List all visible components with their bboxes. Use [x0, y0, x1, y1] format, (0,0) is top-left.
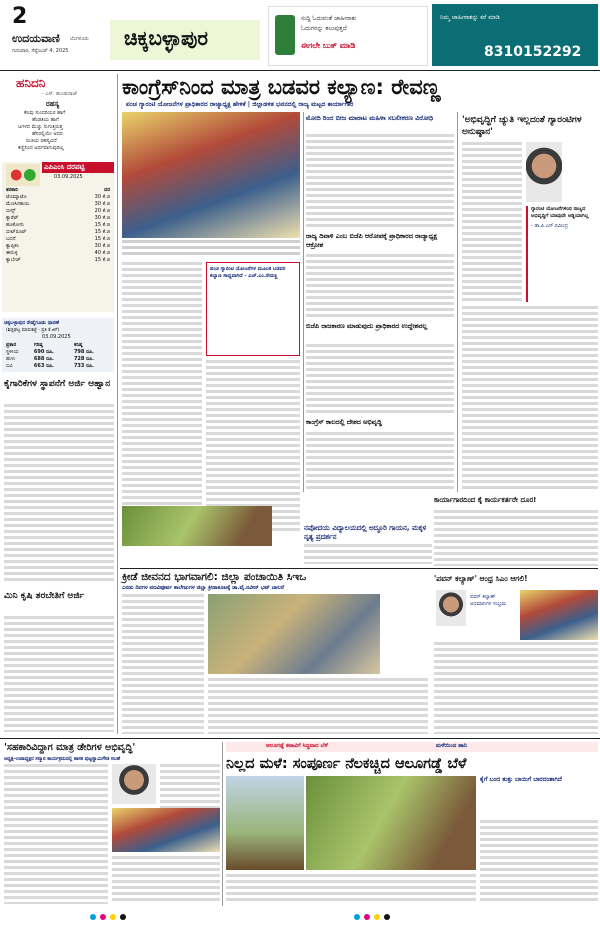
page-number: 2 — [12, 4, 28, 29]
table-row — [4, 242, 112, 249]
apmc-header-row — [4, 186, 112, 193]
body-text-block — [304, 544, 432, 564]
honey-column — [2, 74, 116, 160]
apmc-item: ಕ್ಯಾಪ್ಸಿಕಂ — [6, 242, 19, 249]
apmc-item: ಹೂಕೋಸು — [6, 221, 24, 228]
main-photo — [122, 112, 300, 238]
silk-header-row — [4, 341, 112, 348]
poem-title: ರಹಸ್ಯ — [46, 100, 60, 108]
ad-box-2 — [432, 4, 598, 66]
apmc-title: ಎಪಿಎಂಸಿ ದರಪಟ್ಟಿ — [42, 162, 114, 173]
center-story-headline: ಕಾಂಗ್ರೆಸ್ ಕಾಲದಲ್ಲಿ ದೇಶದ ಅಭಿವೃದ್ಧಿ — [306, 418, 382, 426]
masthead — [0, 0, 600, 68]
sports-photo — [208, 594, 380, 674]
apmc-header-cell: ತರಕಾರಿ — [6, 186, 18, 193]
table-row — [4, 256, 112, 263]
apmc-item: ಕ್ಯಾಬೇಜ್ — [6, 256, 21, 263]
pawan-caption: ಪವನ್ ಕಲ್ಯಾಣ್ ಅಭಿಮಾನಿಗಳ ಸಂಭ್ರಮ — [470, 594, 507, 607]
body-text-block — [306, 432, 454, 492]
table-row — [4, 235, 112, 242]
body-text-block — [306, 254, 454, 318]
silk-min: 728 ರೂ. — [73, 355, 94, 362]
registration-dot — [384, 914, 390, 920]
poem-line: ಹೆಸರಲ್ಲಿಯೇ ಅದರ — [32, 131, 63, 137]
section-rule — [120, 568, 598, 569]
coop-portrait — [112, 764, 156, 804]
registration-dot — [354, 914, 360, 920]
rain-kicker-left: ಆಲೂಗಡ್ಡೆ ಕಟಾವಿಗೆ ಸಿದ್ಧವಾದ ಬೆಳೆ — [266, 743, 328, 749]
rain-kicker-right: ಮಳೆಯಿಂದ ಹಾನಿ — [436, 743, 468, 749]
apmc-item: ಈರುಳ್ಳಿ — [6, 249, 18, 256]
table-row — [4, 228, 112, 235]
silk-max: 688 ರೂ. — [33, 355, 54, 362]
pawan-headline: 'ಪವನ್ ಕಲ್ಯಾಣ್' ಆಂಧ್ರ ಸಿಎಂ ಆಗಲಿ! — [434, 574, 528, 583]
apmc-price: 20 ಕೆ.ಜಿ — [94, 207, 110, 214]
pawan-photo — [520, 590, 598, 640]
portrait-photo — [526, 142, 562, 202]
ad1-line3: ಈಗಲೇ ಬುಕ್ ಮಾಡಿ — [301, 41, 356, 50]
poem-line: ಹೆಂಡತಿಯ ಹಾಗೆ — [32, 117, 59, 123]
apmc-rate-box — [2, 162, 114, 312]
honey-title: ಹನಿದನಿ — [16, 76, 46, 90]
body-text-block — [4, 764, 108, 904]
apmc-item: ಬೀಟ್‌ರೂಟ್ — [6, 228, 27, 235]
apmc-price: 30 ಕೆ.ಜಿ — [94, 193, 110, 200]
apmc-item: ಟೊಮ್ಯಾಟೊ — [6, 193, 27, 200]
ad-box-1 — [268, 6, 428, 66]
table-row — [4, 207, 112, 214]
poem-line: ರುಚಿಯ ರಹಸ್ಯವಿದೆ — [26, 138, 57, 144]
main-subhead: ಪಂಚ ಗ್ಯಾರಂಟಿ ಯೋಜನೆಗಳ ಪ್ರಾಧಿಕಾರದ ರಾಜ್ಯಾಧ್ಯಕ್ಷ ಹೇಳಿಕೆ | ಜಿಲ್ಲಾಡಳಿತ ಭವನದಲ್ಲಿ ರಾಜ್ಯ ಮಟ್ಟದ ಕಾರ್ಯಾಗಾರ — [126, 101, 354, 108]
body-text-block — [226, 874, 476, 904]
silk-type: ಬಿವಿ — [6, 362, 13, 369]
silk-subtitle: (ಶಿಡ್ಲಘಟ್ಟ ಮಾರುಕಟ್ಟೆ - ಪ್ರತಿ ಕೆ.ಜಿಗೆ) — [6, 328, 60, 333]
ad2-line: ನಿಮ್ಮ ಜಾಹೀರಾತನ್ನು ಕರೆ ಮಾಡಿ — [440, 14, 500, 21]
main-photo-caption — [122, 240, 300, 258]
silk-header-cell: ಪ್ರಕಾರ — [6, 341, 17, 348]
body-text-block — [112, 856, 220, 904]
table-row — [4, 221, 112, 228]
main-headline: ಕಾಂಗ್ರೆಸ್‌ನಿಂದ ಮಾತ್ರ ಬಡವರ ಕಲ್ಯಾಣ: ರೇವಣ್ಣ — [122, 75, 441, 99]
apmc-price: 15 ಕೆ.ಜಿ — [94, 235, 110, 242]
body-text-block — [462, 306, 598, 492]
registration-dot — [364, 914, 370, 920]
coop-subhead: ಅಧ್ಯಕ್ಷ-ಉಪಾಧ್ಯಕ್ಷರ ಸನ್ಮಾನ ಕಾರ್ಯಕ್ರಮದಲ್ಲಿ ಶಾಸಕ ಪುಟ್ಟಸ್ವಾಮಿಗೌಡ ಸಲಹೆ — [4, 757, 121, 762]
poem-line: ಕೆಲವು ಸುಂದರಿಯರ ಹಾಗೆ — [24, 110, 66, 116]
body-text-block — [122, 594, 204, 734]
masthead-city: ಬೆಂಗಳೂರು — [70, 36, 89, 42]
table-row — [4, 193, 112, 200]
registration-dot — [110, 914, 116, 920]
table-row — [4, 200, 112, 207]
body-text-block — [434, 642, 598, 734]
registration-dot — [90, 914, 96, 920]
silk-type: ಸ್ಥಳೀಯ — [6, 348, 19, 355]
apmc-date: 03.09.2025 — [54, 174, 83, 180]
body-text-block — [306, 134, 454, 228]
ad1-line1: ಸುದ್ದಿ ಓದುವಂತೆ ಜಾಹೀರಾತು — [301, 15, 357, 22]
silk-min: 798 ರೂ. — [73, 348, 94, 355]
apmc-header-cell: ದರ — [104, 186, 110, 193]
poem-line: ಜಗಳದ ಮೆಚ್ಚು ಸುಗುತ್ತಿರುತ್ತ — [18, 124, 63, 130]
sports-headline: ಕ್ರೀಡೆ ಜೀವನದ ಭಾಗವಾಗಲಿ: ಜಿಲ್ಲಾ ಪಂಚಾಯಿತಿ ಸಿಇಒ — [122, 571, 307, 583]
bottom-section-rule — [0, 738, 600, 739]
silk-max: 663 ರೂ. — [33, 362, 54, 369]
column-divider — [117, 74, 118, 734]
body-text-block — [480, 820, 598, 904]
apmc-price: 40 ಕೆ.ಜಿ — [94, 249, 110, 256]
paper-name: ಉದಯವಾಣಿ — [12, 32, 60, 45]
quote-text: ಪಂಚ ಗ್ಯಾರಂಟಿ ಯೋಜನೆಗಳ ಮೂಲಕ ಬಡವರ ಕಲ್ಯಾಣ ಸಾಧ್ಯವಾಗಿದೆ - ಎಚ್.ಎಂ.ರೇವಣ್ಣ — [210, 266, 286, 279]
rain-photo-1 — [226, 776, 304, 870]
rain-kicker-bar — [226, 742, 598, 752]
masthead-rule — [0, 70, 600, 71]
silk-header-cell: ಗರಿಷ್ಠ — [33, 341, 43, 348]
body-text-block — [434, 510, 598, 566]
rain-quote-box — [480, 776, 598, 816]
silk-title: ಚಿಕ್ಕಬಳ್ಳಾಪುರ ರೇಷ್ಮೆಗೂಡು ಧಾರಣೆ — [4, 320, 59, 326]
poem-line: ಕಣ್ಣಿನಿಂದ ಅರ್ಥವಾಗುವುದಿಲ್ಲ — [18, 145, 64, 151]
column-divider — [222, 742, 223, 906]
vegetable-illustration — [6, 164, 40, 186]
column-divider — [303, 112, 304, 492]
rain-headline: ನಿಲ್ಲದ ಮಳೆ: ಸಂಪೂರ್ಣ ನೆಲಕಚ್ಚಿದ ಆಲೂಗಡ್ಡೆ ಬೆಳೆ — [226, 756, 467, 772]
body-text-block — [306, 344, 454, 414]
silk-type: ಹುಳು — [6, 355, 16, 362]
sports-subhead: ಎರಡು ದಿನಗಳ ಪದವಿಪೂರ್ವ ಕಾಲೇಜುಗಳ ಜಿಲ್ಲಾ ಕ್ರೀಡಾಕೂಟಕ್ಕೆ ಡಾ.ವೈ.ನವೀನ್ ಭಟ್ ಚಾಲನೆ — [122, 585, 284, 591]
print-registration-marks — [90, 914, 510, 922]
body-text-block — [208, 678, 428, 734]
quote-box-left — [206, 262, 300, 356]
ad1-line2: ಓದುಗರನ್ನು ತಲುಪುತ್ತದೆ — [301, 25, 347, 32]
table-row — [4, 355, 112, 362]
right-quote-text: ಗ್ಯಾರಂಟಿ ಯೋಜನೆಗಳಿಂದ ರಾಜ್ಯದ ಅಭಿವೃದ್ಧಿಗೆ ಯಾವುದೇ ಅಡ್ಡಿಯಾಗಿಲ್ಲ — [531, 206, 589, 219]
table-row — [4, 214, 112, 221]
right-quote-box — [526, 206, 596, 302]
apmc-price: 30 ಕೆ.ಜಿ — [94, 200, 110, 207]
registration-dot — [374, 914, 380, 920]
apmc-item: ಬದನೆ — [6, 235, 16, 242]
navodaya-headline: ನವೋದಯ ವಿದ್ಯಾಲಯದಲ್ಲಿ ಅದ್ಧೂರಿ ಗಾಯನ, ಮಕ್ಕಳ ನೃತ್ಯ ಪ್ರದರ್ಶನ — [304, 524, 427, 541]
apmc-price: 15 ಕೆ.ಜಿ — [94, 221, 110, 228]
apmc-item: ಬೀನ್ಸ್ — [6, 207, 16, 214]
right-quote-attribution: - ಡಾ.ಪಿ.ಎನ್.ರವೀಂದ್ರ — [531, 223, 568, 229]
column-divider — [457, 112, 458, 492]
apmc-price: 30 ಕೆ.ಜಿ — [94, 214, 110, 221]
edition-title: ಚಿಕ್ಕಬಳ್ಳಾಪುರ — [124, 26, 208, 50]
rain-photo-2 — [306, 776, 476, 870]
silk-table — [4, 341, 112, 369]
apmc-item: ಕ್ಯಾರೆಟ್ — [6, 214, 19, 221]
coop-headline: 'ಸಹಕಾರಿವಿದ್ದಾಗ ಮಾತ್ರ ಡೇರಿಗಳ ಅಭಿವೃದ್ಧಿ' — [4, 742, 136, 753]
date-line: ಗುರುವಾರ, ಸೆಪ್ಟೆಂಬರ್ 4, 2025 — [12, 48, 69, 54]
body-text-block — [122, 262, 202, 532]
silk-rate-box — [2, 318, 114, 372]
table-row — [4, 249, 112, 256]
center-story-headline: ಮೋದಿ ರಿಂದ ಬೀಜ ಮಾರಾಟ ಮಹಿಳಾ ಸಬಲೀಕರಣ ವಿರೋಧಿ — [306, 114, 434, 122]
workshop-headline: ಕಾರ್ಯಾಗಾರದಿಂದ ಕೈ ಕಾರ್ಯಕರ್ತರೇ ದೂರ! — [434, 496, 537, 504]
registration-dot — [100, 914, 106, 920]
silk-header-cell: ಕನಿಷ್ಠ — [73, 341, 83, 348]
silk-max: 690 ರೂ. — [33, 348, 54, 355]
silk-date: 03.09.2025 — [42, 334, 71, 340]
center-story-headline: ಬಿಜೆಪಿ ರಾಜಕಾರಣ ಮಾಡುವುದು ಪ್ರಾಧಿಕಾರದ ಉದ್ದೇಶವಲ್ಲ — [306, 322, 428, 330]
table-row — [4, 348, 112, 355]
left-story-headline: ಕೈಗಾರಿಕೆಗಳ ಸ್ಥಾಪನೆಗೆ ಅರ್ಜಿ ಆಹ್ವಾನ — [4, 379, 111, 389]
apmc-price: 30 ಕೆ.ಜಿ — [94, 242, 110, 249]
registration-dot — [120, 914, 126, 920]
phone-illustration — [275, 15, 295, 55]
coop-photo — [112, 808, 220, 852]
left-story-headline: ಮಿನಿ ಕೃಷಿ ತರಬೇತಿಗೆ ಅರ್ಜಿ — [4, 591, 85, 601]
apmc-table — [4, 186, 112, 263]
pawan-portrait — [436, 590, 466, 626]
right-story-headline: 'ಅಭಿವೃದ್ಧಿಗೆ ಚ್ಯುತಿ ಇಲ್ಲದಂತೆ ಗ್ಯಾರಂಟಿಗಳ ಅನುಷ್ಠಾನ' — [462, 115, 582, 137]
navodaya-photo — [122, 506, 272, 546]
ad2-phone: 8310152292 — [484, 44, 582, 60]
silk-min: 733 ರೂ. — [73, 362, 94, 369]
rain-quote: ಕೈಗೆ ಬಂದ ತುತ್ತು ಬಾಯಿಗೆ ಬಾರದಂತಾಗಿದೆ — [480, 776, 562, 783]
honey-author: - ಎಸ್. ಹುಂಡುರಾಜ್ — [42, 91, 78, 97]
apmc-item: ಮೆಣಸಿನಕಾಯಿ — [6, 200, 30, 207]
center-story-headline: ರಾಜ್ಯ ದಿವಾಳಿ ಎಂಬ ಬಿಜೆಪಿ ಆರೋಪಕ್ಕೆ ಪ್ರಾಧಿಕಾರದ ರಾಜ್ಯಾಧ್ಯಕ್ಷ ಆಕ್ರೋಶ — [306, 232, 438, 249]
apmc-price: 15 ಕೆ.ಜಿ — [94, 256, 110, 263]
body-text-block — [4, 404, 114, 584]
apmc-price: 15 ಕೆ.ಜಿ — [94, 228, 110, 235]
table-row — [4, 362, 112, 369]
body-text-block — [4, 616, 114, 732]
body-text-block — [462, 142, 522, 302]
